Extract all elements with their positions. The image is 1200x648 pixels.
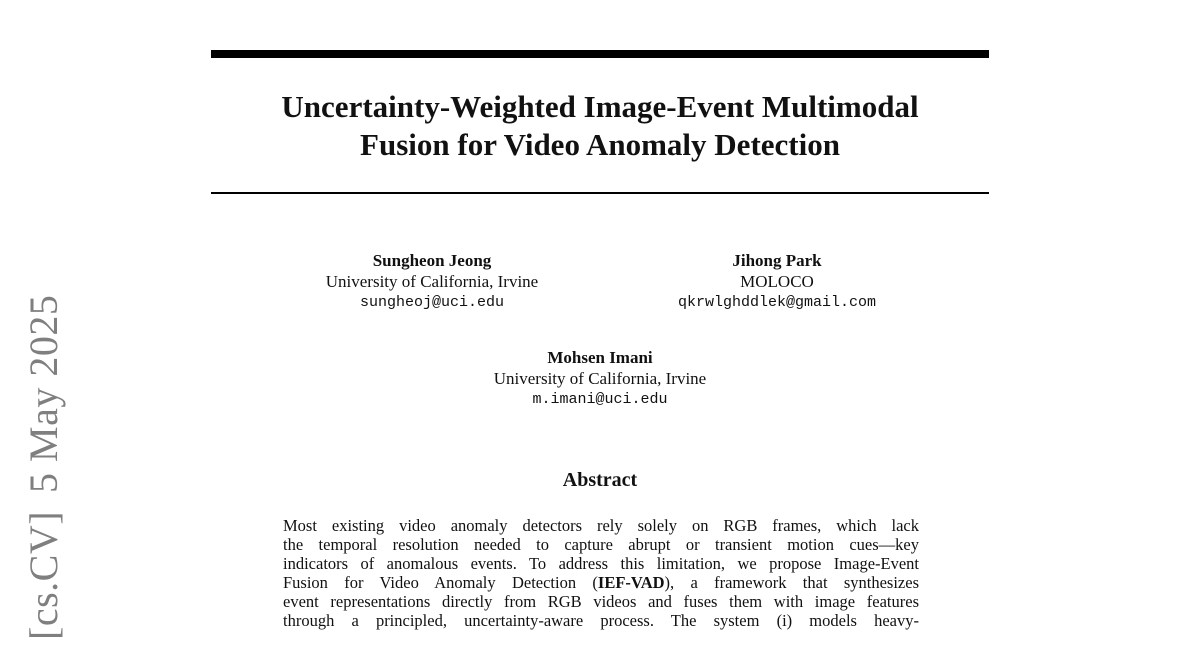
title-line-2: Fusion for Video Anomaly Detection (360, 127, 840, 162)
title-top-rule (211, 50, 989, 58)
abstract-line-4 (283, 573, 919, 592)
abstract-line-6: through a principled, uncertainty-aware process. The system (i) models heavy- (283, 611, 919, 630)
abstract-body (283, 516, 919, 630)
abstract-line-4-after: ), a framework that synthesizes (664, 573, 919, 592)
abstract-line-4-before: Fusion for Video Anomaly Detection ( (283, 573, 598, 592)
abstract-heading: Abstract (562, 469, 638, 491)
arxiv-date: 5 May 2025 (21, 294, 66, 493)
arxiv-side-stamp (22, 295, 66, 640)
author-affiliation: University of California, Irvine (325, 272, 539, 291)
title-line-1: Uncertainty-Weighted Image-Event Multimodal (281, 89, 919, 124)
author-name: Jihong Park (732, 251, 822, 270)
method-acronym: IEF-VAD (597, 573, 665, 592)
abstract-line-2: the temporal resolution needed to capture abrupt or transient motion cues—key (283, 535, 919, 554)
paper-title (211, 88, 989, 164)
author-email: qkrwlghddlek@gmail.com (677, 294, 877, 311)
author-email: m.imani@uci.edu (532, 391, 668, 408)
author-block-jihong-park (627, 250, 927, 313)
abstract-line-3: indicators of anomalous events. To address this limitation, we propose Image-Event (283, 554, 919, 573)
author-email: sungheoj@uci.edu (359, 294, 505, 311)
title-bottom-rule (211, 192, 989, 194)
abstract-line-5: event representations directly from RGB videos and fuses them with image features (283, 592, 919, 611)
author-affiliation: MOLOCO (740, 272, 814, 291)
arxiv-category: [cs.CV] (21, 510, 66, 640)
author-block-mohsen-imani (450, 347, 750, 410)
author-block-sungheon-jeong (282, 250, 582, 313)
abstract-line-1: Most existing video anomaly detectors rely solely on RGB frames, which lack (283, 516, 919, 535)
author-name: Mohsen Imani (547, 348, 653, 367)
author-name: Sungheon Jeong (372, 251, 492, 270)
author-affiliation: University of California, Irvine (493, 369, 707, 388)
